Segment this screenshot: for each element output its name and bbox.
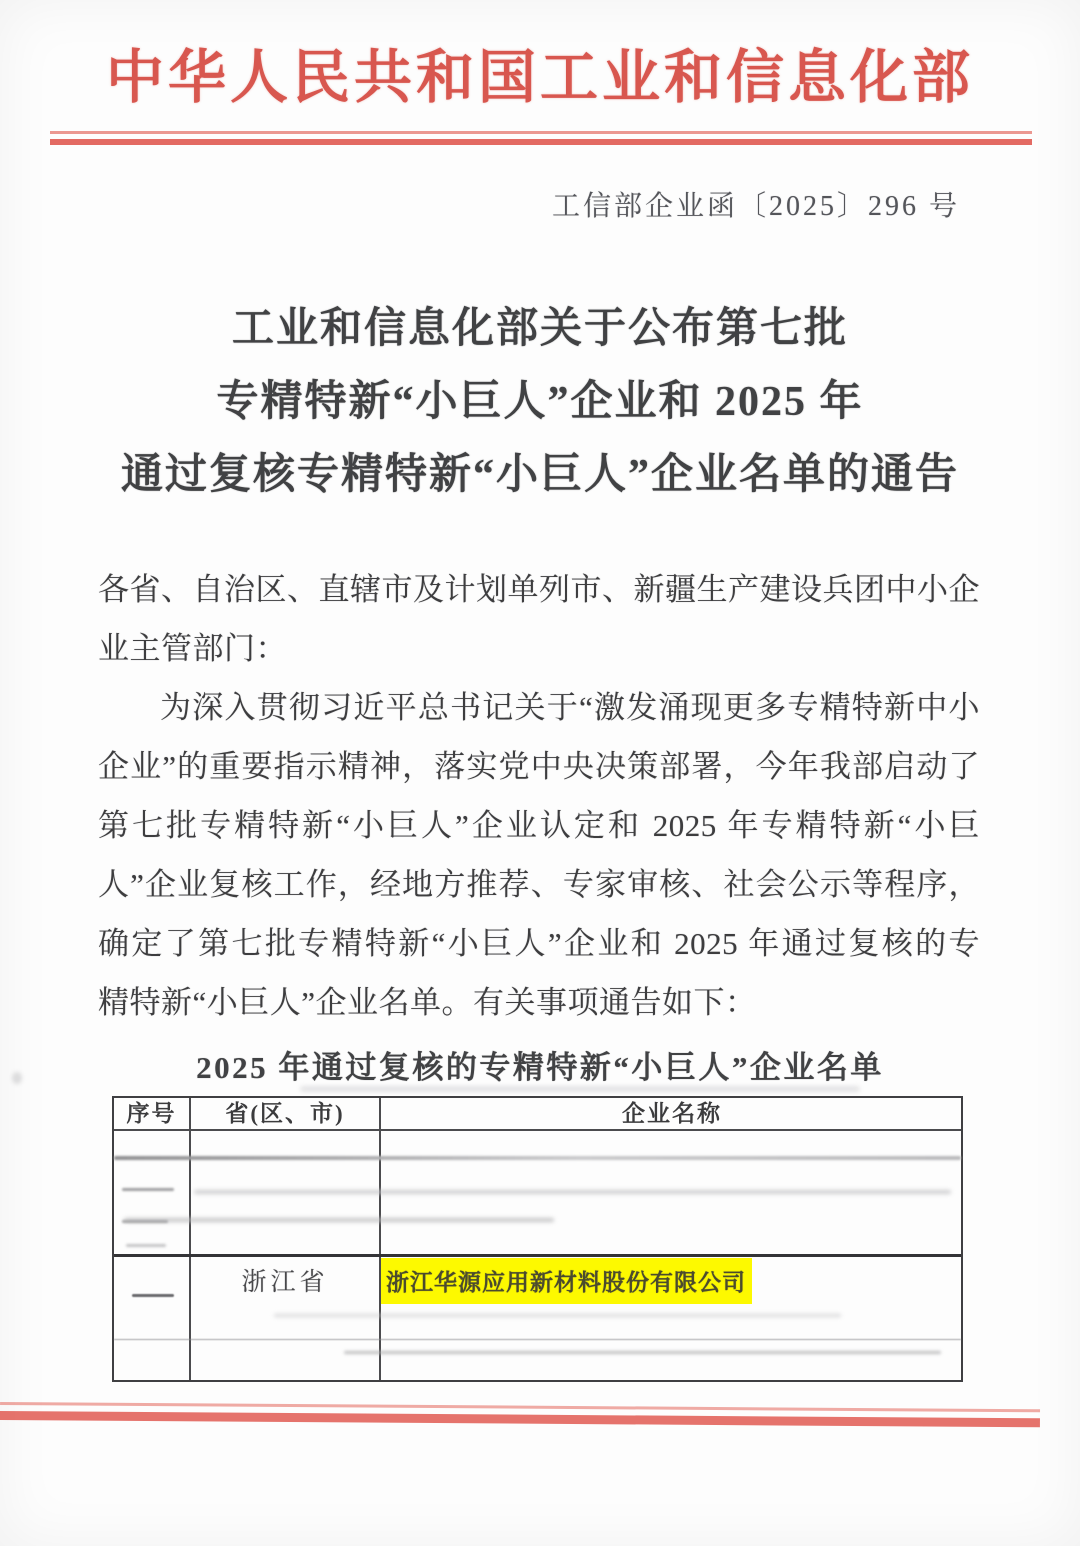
row-border-faint bbox=[114, 1339, 961, 1340]
redacted-smudge bbox=[122, 1188, 174, 1191]
divider-thick-line bbox=[50, 139, 1032, 145]
header-row-border bbox=[114, 1129, 961, 1131]
column-header-province: 省(区、市) bbox=[225, 1101, 345, 1126]
notice-title-line-3: 通过复核专精特新“小巨人”企业名单的通告 bbox=[120, 452, 959, 498]
redacted-smudge bbox=[126, 1244, 166, 1247]
body-line: 精特新“小巨人”企业名单。有关事项通告如下： bbox=[98, 985, 757, 1020]
column-separator bbox=[379, 1098, 381, 1380]
column-header-company: 企业名称 bbox=[622, 1101, 722, 1126]
doc-number: 工信部企业函〔2025〕296 号 bbox=[551, 191, 960, 222]
body-line: 业主管部门： bbox=[98, 631, 287, 666]
body-line: 确定了第七批专精特新“小巨人”企业和 2025 年通过复核的专 bbox=[98, 926, 980, 961]
redacted-smudge bbox=[194, 1190, 951, 1194]
notice-title-line-1: 工业和信息化部关于公布第七批 bbox=[231, 306, 848, 352]
notice-title bbox=[0, 293, 1080, 512]
divider-thin-line bbox=[50, 131, 1032, 134]
letterhead-title: 中华人民共和国工业和信息化部 bbox=[105, 45, 974, 110]
redacted-smudge bbox=[274, 1314, 841, 1317]
column-separator bbox=[189, 1098, 191, 1380]
table-caption: 2025 年通过复核的专精特新“小巨人”企业名单 bbox=[196, 1050, 884, 1085]
redacted-smudge bbox=[122, 1220, 168, 1223]
body-line: 各省、自治区、直辖市及计划单列市、新疆生产建设兵团中小企 bbox=[98, 572, 980, 607]
province-cell: 浙江省 bbox=[241, 1269, 329, 1296]
scan-ghost-streak bbox=[300, 1086, 860, 1092]
notice-title-line-2: 专精特新“小巨人”企业和 2025 年 bbox=[216, 379, 864, 425]
letterhead-divider bbox=[50, 131, 1032, 145]
redacted-smudge bbox=[124, 1218, 554, 1222]
body-line: 人”企业复核工作，经地方推荐、专家审核、社会公示等程序， bbox=[98, 867, 980, 902]
body-line: 为深入贯彻习近平总书记关于“激发涌现更多专精特新中小 bbox=[160, 690, 980, 725]
body-line: 企业”的重要指示精神，落实党中央决策部署，今年我部启动了 bbox=[98, 749, 980, 784]
enterprise-roster-table bbox=[112, 1096, 963, 1382]
scan-stray-mark bbox=[12, 1072, 22, 1084]
company-name-highlighted: 浙江华源应用新材料股份有限公司 bbox=[381, 1258, 752, 1304]
footer-divider bbox=[0, 1402, 1040, 1427]
row-border-heavy bbox=[114, 1254, 961, 1257]
body-text bbox=[98, 560, 980, 1032]
column-header-seq: 序号 bbox=[126, 1101, 177, 1126]
body-line: 第七批专精特新“小巨人”企业认定和 2025 年专精特新“小巨 bbox=[98, 808, 980, 843]
seq-redaction-dash bbox=[132, 1294, 174, 1297]
redacted-smudge bbox=[344, 1351, 941, 1354]
redacted-smudge bbox=[114, 1156, 961, 1160]
